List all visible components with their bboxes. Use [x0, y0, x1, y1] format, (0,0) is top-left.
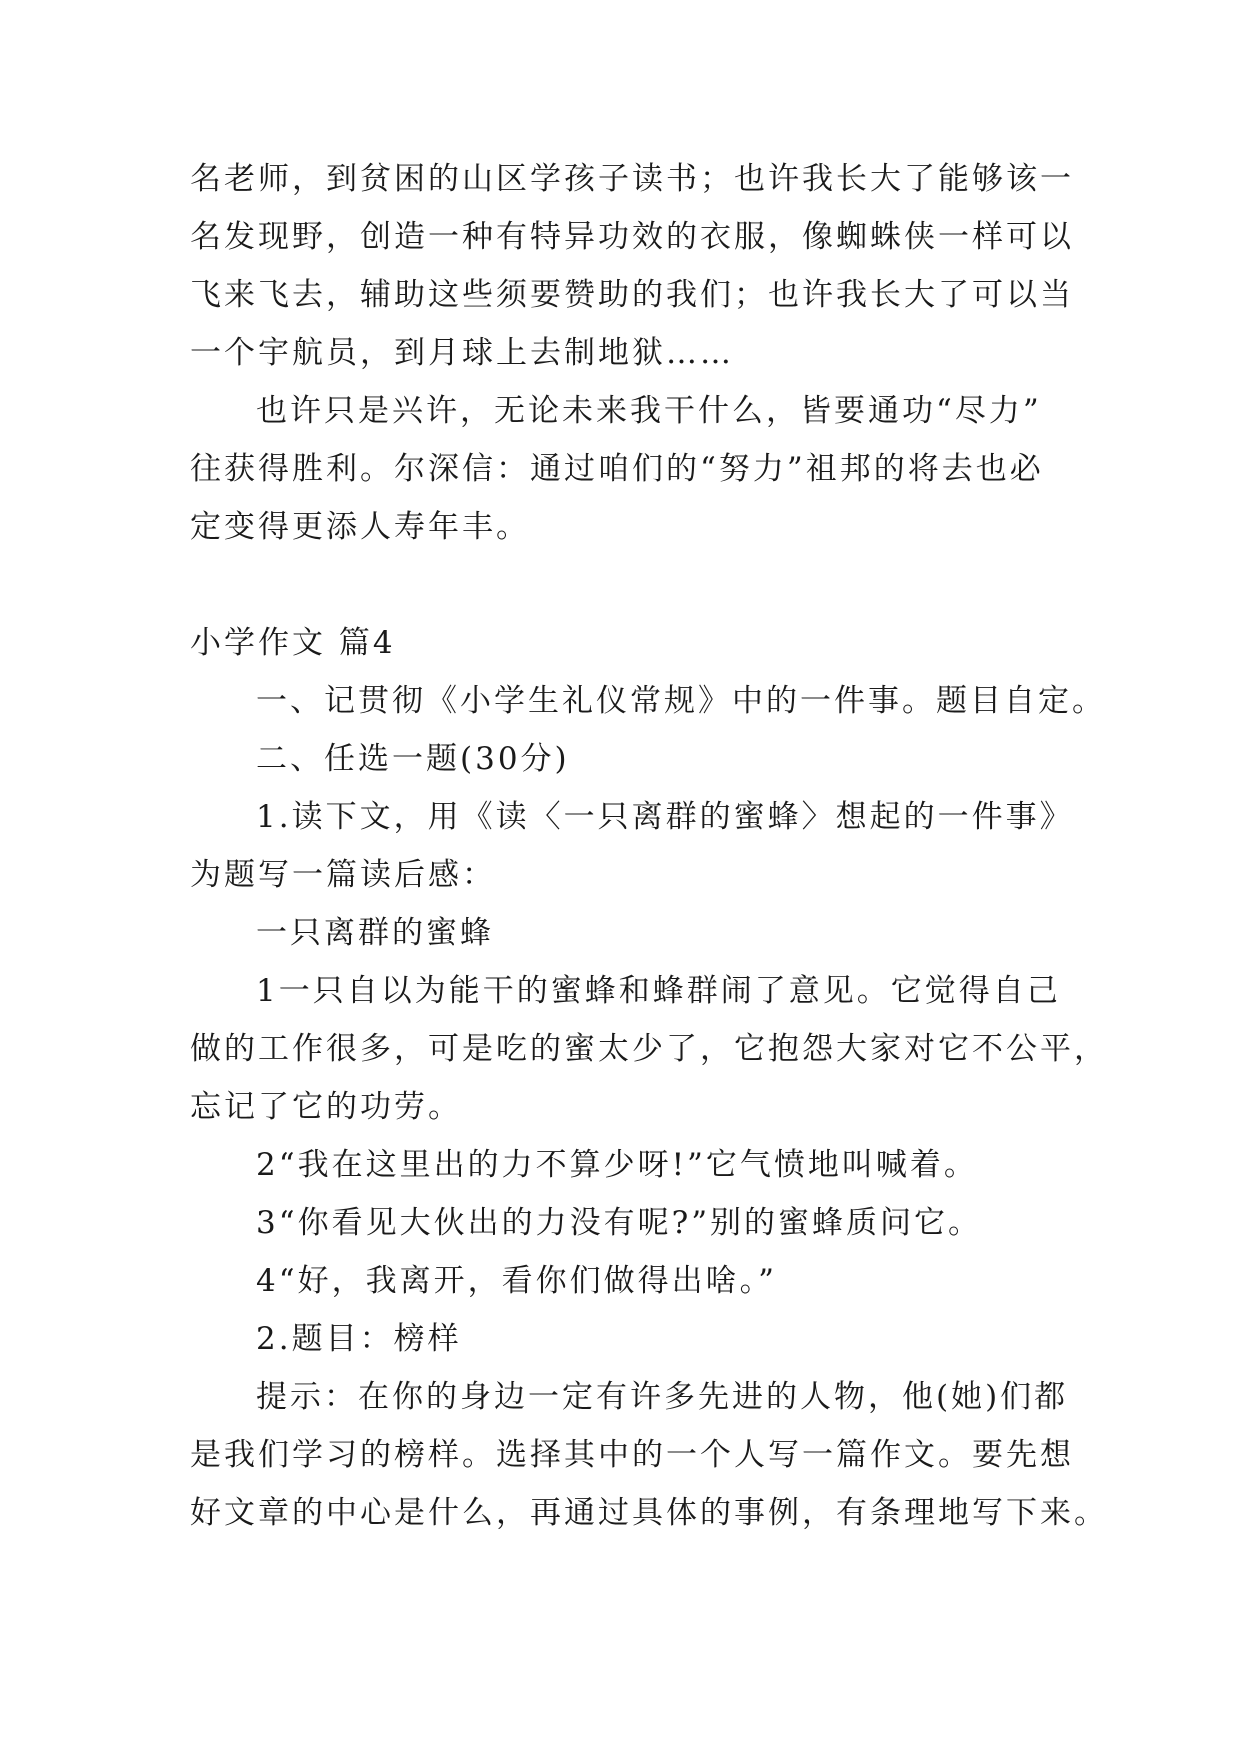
option-item: 2.题目：榜样 — [256, 1321, 462, 1357]
paragraph-gap — [190, 556, 1070, 614]
text-line: 名发现野，创造一种有特异功效的衣服，像蜘蛛侠一样可以 — [190, 219, 1074, 255]
text-line: 飞来飞去，辅助这些须要赞助的我们；也许我长大了可以当 — [190, 277, 1074, 313]
story-paragraph: 2“我在这里出的力不算少呀!”它气愤地叫喊着。 — [256, 1147, 978, 1183]
task-item: 一、记贯彻《小学生礼仪常规》中的一件事。题目自定。 — [256, 683, 1106, 719]
section-heading: 小学作文 篇4 — [190, 625, 396, 661]
document-page — [190, 150, 1108, 1542]
story-paragraph: 1一只自以为能干的蜜蜂和蜂群闹了意见。它觉得自己 — [256, 973, 1061, 1009]
text-line: 定变得更添人寿年丰。 — [190, 509, 530, 545]
task-item: 二、任选一题(30分) — [256, 741, 570, 777]
option-item: 1.读下文，用《读〈一只离群的蜜蜂〉想起的一件事》 — [256, 799, 1074, 835]
story-paragraph: 4“好，我离开，看你们做得出啥。” — [256, 1263, 777, 1299]
story-paragraph: 忘记了它的功劳。 — [190, 1089, 462, 1125]
text-line: 也许只是兴许，无论未来我干什么，皆要通功“尽力” — [256, 393, 1042, 429]
text-line: 一个宇航员，到月球上去制地狱…… — [190, 335, 734, 371]
story-paragraph: 做的工作很多，可是吃的蜜太少了，它抱怨大家对它不公平， — [190, 1031, 1108, 1067]
hint-text: 提示：在你的身边一定有许多先进的人物，他(她)们都 — [256, 1379, 1069, 1415]
story-title: 一只离群的蜜蜂 — [256, 915, 494, 951]
story-paragraph: 3“你看见大伙出的力没有呢?”别的蜜蜂质问它。 — [256, 1205, 983, 1241]
text-line: 往获得胜利。尔深信：通过咱们的“努力”祖邦的将去也必 — [190, 451, 1044, 487]
hint-text: 是我们学习的榜样。选择其中的一个人写一篇作文。要先想 — [190, 1437, 1074, 1473]
hint-text: 好文章的中心是什么，再通过具体的事例，有条理地写下来。 — [190, 1495, 1108, 1531]
option-item: 为题写一篇读后感： — [190, 857, 496, 893]
text-line: 名老师，到贫困的山区学孩子读书；也许我长大了能够该一 — [190, 161, 1074, 197]
